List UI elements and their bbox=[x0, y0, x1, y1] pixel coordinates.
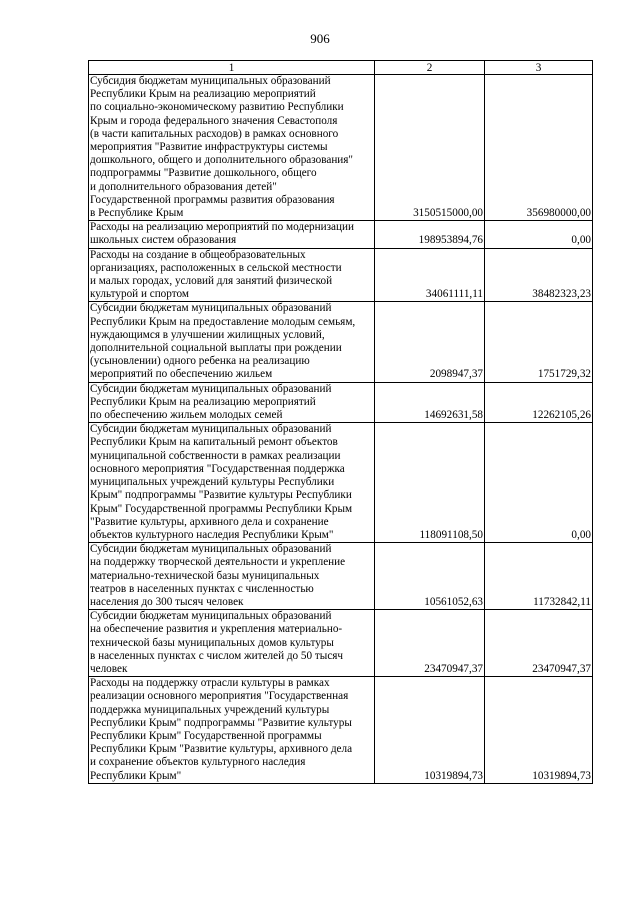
row-amount-col2: 118091108,50 bbox=[375, 423, 485, 543]
row-description: Расходы на реализацию мероприятий по модернизации школьных систем образования bbox=[89, 221, 375, 248]
row-description: Субсидии бюджетам муниципальных образований Республики Крым на реализацию мероприятий по обеспечению жильем молодых семей bbox=[89, 382, 375, 423]
row-amount-col3: 11732842,11 bbox=[485, 543, 593, 610]
table-body bbox=[89, 75, 593, 784]
row-description: Субсидия бюджетам муниципальных образований Республики Крым на реализацию мероприятий по социально-экономическому развитию Республики Крым и города федерального значения Севастополя (в части капитальных расходов) в рамках основного мероприятия "Развитие инфраструктуры системы дошкольного, общего и дополнительного образования" подпрограммы "Развитие дошкольного, общего и дополнительного образования детей" Государственной программы развития образования в Республике Крым bbox=[89, 75, 375, 221]
row-amount-col2: 23470947,37 bbox=[375, 610, 485, 677]
row-amount-col3: 12262105,26 bbox=[485, 382, 593, 423]
row-description: Расходы на создание в общеобразовательных организациях, расположенных в сельской местности и малых городах, условий для занятий физической культурой и спортом bbox=[89, 248, 375, 302]
table-row bbox=[89, 382, 593, 423]
row-amount-col2: 10319894,73 bbox=[375, 677, 485, 784]
table-row bbox=[89, 677, 593, 784]
table-row bbox=[89, 248, 593, 302]
table-row bbox=[89, 302, 593, 382]
row-amount-col3: 38482323,23 bbox=[485, 248, 593, 302]
row-description: Субсидии бюджетам муниципальных образований Республики Крым на предоставление молодым семьям, нуждающимся в улучшении жилищных условий, дополнительной социальной выплаты при рождении (усыновлении) одного ребенка на реализацию мероприятий по обеспечению жильем bbox=[89, 302, 375, 382]
row-amount-col2: 198953894,76 bbox=[375, 221, 485, 248]
table-row bbox=[89, 543, 593, 610]
row-amount-col2: 3150515000,00 bbox=[375, 75, 485, 221]
row-amount-col2: 10561052,63 bbox=[375, 543, 485, 610]
row-amount-col3: 356980000,00 bbox=[485, 75, 593, 221]
row-amount-col3: 0,00 bbox=[485, 221, 593, 248]
table-row bbox=[89, 423, 593, 543]
column-header-3: 3 bbox=[485, 61, 593, 75]
row-description: Субсидии бюджетам муниципальных образований Республики Крым на капитальный ремонт объектов муниципальной собственности в рамках реализации основного мероприятия "Государственная поддержка муниципальных учреждений культуры Республики Крым" подпрограммы "Развитие культуры Республики Крым" Государственной программы Республики Крым "Развитие культуры, архивного дела и сохранение объектов культурного наследия Республики Крым" bbox=[89, 423, 375, 543]
row-amount-col3: 10319894,73 bbox=[485, 677, 593, 784]
row-description: Субсидии бюджетам муниципальных образований на поддержку творческой деятельности и укрепление материально-технической базы муниципальных театров в населенных пунктах с численностью населения до 300 тысяч человек bbox=[89, 543, 375, 610]
header-row bbox=[89, 61, 593, 75]
column-header-2: 2 bbox=[375, 61, 485, 75]
table-header bbox=[89, 61, 593, 75]
column-header-1: 1 bbox=[89, 61, 375, 75]
table-row bbox=[89, 75, 593, 221]
table-row bbox=[89, 221, 593, 248]
row-description: Расходы на поддержку отрасли культуры в рамках реализации основного мероприятия "Государственная поддержка муниципальных учреждений культуры Республики Крым" подпрограммы "Развитие культуры Республики Крым" Государственной программы Республики Крым "Развитие культуры, архивного дела и сохранение объектов культурного наследия Республики Крым" bbox=[89, 677, 375, 784]
row-amount-col2: 14692631,58 bbox=[375, 382, 485, 423]
budget-table bbox=[88, 60, 593, 784]
row-amount-col3: 0,00 bbox=[485, 423, 593, 543]
row-amount-col3: 23470947,37 bbox=[485, 610, 593, 677]
page-number: 906 bbox=[310, 31, 330, 46]
table-row bbox=[89, 610, 593, 677]
row-amount-col2: 2098947,37 bbox=[375, 302, 485, 382]
row-amount-col3: 1751729,32 bbox=[485, 302, 593, 382]
row-amount-col2: 34061111,11 bbox=[375, 248, 485, 302]
row-description: Субсидии бюджетам муниципальных образований на обеспечение развития и укрепления материально- технической базы муниципальных домов культуры в населенных пунктах с числом жителей до 50 тысяч человек bbox=[89, 610, 375, 677]
